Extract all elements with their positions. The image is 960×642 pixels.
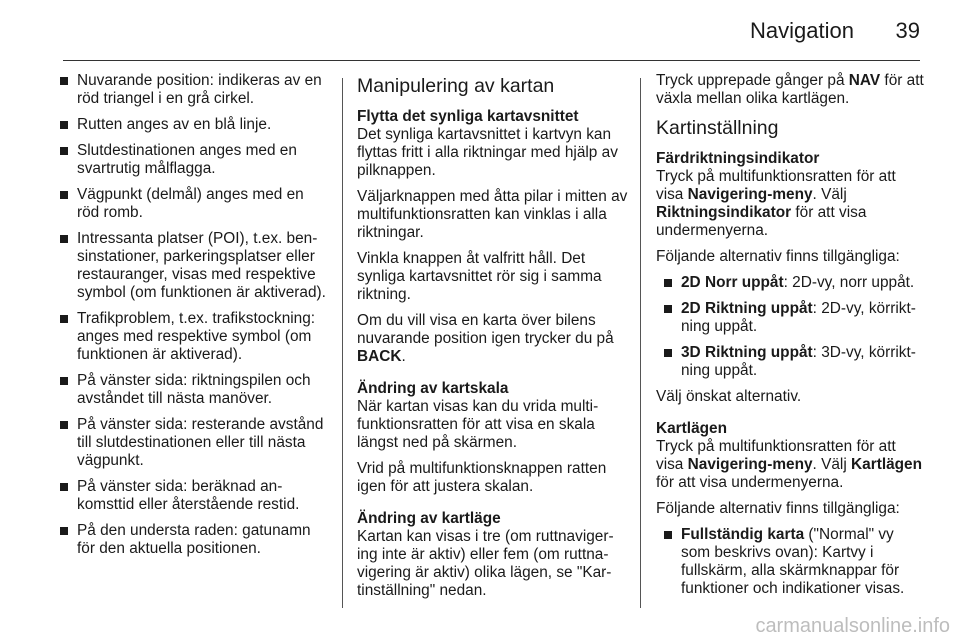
bullet-square-icon — [60, 147, 68, 155]
paragraph: Tryck på multifunktionsratten för att visa Navigering-meny. Välj Kartlägen för att visa undermenyerna. — [656, 438, 923, 491]
bullet-item: På vänster sida: resterande avstånd till slutdestinationen eller till nästa vägpunkt. — [60, 416, 330, 470]
option-item: Fullständig karta ("Normal" vy som beskrivs ovan): Kartvy i fullskärm, alla skärmknappar för funktioner och indikationer visas. — [664, 526, 926, 598]
page-number: 39 — [895, 18, 920, 43]
paragraph: Vinkla knappen åt valfritt håll. Det synliga kartavsnittet rör sig i samma riktning. — [357, 250, 602, 303]
paragraph: Tryck upprepade gånger på NAV för att växla mellan olika kartlägen. — [656, 72, 924, 107]
bullet-square-icon — [664, 305, 672, 313]
menu-name: Navigering-meny — [687, 456, 813, 473]
header-rule — [63, 60, 920, 61]
bullet-square-icon — [664, 279, 672, 287]
paragraph: Om du vill visa en karta över bilens nuvarande position igen trycker du på BACK. — [357, 312, 614, 365]
column-divider-2 — [640, 78, 641, 608]
option-item: 3D Riktning uppåt: 3D-vy, körriktning uppåt. — [664, 344, 926, 380]
bullet-square-icon — [60, 77, 68, 85]
option-item: 2D Norr uppåt: 2D-vy, norr uppåt. — [664, 274, 926, 292]
column-2 — [357, 72, 629, 608]
bullet-square-icon — [60, 191, 68, 199]
option-item: 2D Riktning uppåt: 2D-vy, körriktning uppåt. — [664, 300, 926, 336]
watermark: carmanualsonline.info — [755, 615, 950, 637]
subsection-title: Flytta det synliga kartavsnittet — [357, 108, 579, 125]
subsection-title: Kartlägen — [656, 420, 727, 437]
menu-name: Kartlägen — [851, 456, 923, 473]
bullet-square-icon — [60, 121, 68, 129]
subsection-title: Ändring av kartskala — [357, 380, 509, 397]
bullet-item: Intressanta platser (POI), t.ex. bensinstationer, parkeringsplatser eller restauranger, visas med respektive symbol (om funktionen är aktiverad). — [60, 230, 330, 302]
subsection-title: Färdriktningsindikator — [656, 150, 820, 167]
bullet-item: Rutten anges av en blå linje. — [60, 116, 330, 134]
bullet-item: På vänster sida: beräknad ankomsttid eller återstående restid. — [60, 478, 330, 514]
paragraph: Välj önskat alternativ. — [656, 388, 802, 405]
bullet-square-icon — [60, 421, 68, 429]
button-name: BACK — [357, 348, 402, 365]
bullet-item: På den understa raden: gatunamn för den aktuella positionen. — [60, 522, 330, 558]
section-heading: Kartinställning — [656, 117, 779, 139]
bullet-square-icon — [664, 349, 672, 357]
bullet-item: Slutdestinationen anges med en svartrutig målflagga. — [60, 142, 330, 178]
paragraph: Följande alternativ finns tillgängliga: — [656, 500, 900, 517]
paragraph: Följande alternativ finns tillgängliga: — [656, 248, 900, 265]
bullet-item: På vänster sida: riktningspilen och avståndet till nästa manöver. — [60, 372, 330, 408]
bullet-square-icon — [60, 377, 68, 385]
paragraph: Kartan kan visas i tre (om ruttnavigering inte är aktiv) eller fem (om ruttnavigering är aktiv) olika lägen, se "Kartinställning" nedan. — [357, 528, 614, 599]
bullet-item: Trafikproblem, t.ex. trafikstockning: anges med respektive symbol (om funktionen är aktiverad). — [60, 310, 330, 364]
menu-name: Riktningsindikator — [656, 204, 792, 221]
running-title: Navigation — [750, 18, 854, 43]
menu-name: Navigering-meny — [687, 186, 813, 203]
paragraph: När kartan visas kan du vrida multifunktionsratten för att visa en skala längst ned på skärmen. — [357, 398, 599, 451]
column-3 — [656, 72, 926, 606]
section-heading: Manipulering av kartan — [357, 75, 555, 97]
bullet-item: Vägpunkt (delmål) anges med en röd romb. — [60, 186, 330, 222]
bullet-square-icon — [60, 483, 68, 491]
bullet-item: Nuvarande position: indikeras av en röd triangel i en grå cirkel. — [60, 72, 330, 108]
bullet-square-icon — [664, 531, 672, 539]
bullet-square-icon — [60, 235, 68, 243]
paragraph: Vrid på multifunktionsknappen ratten igen för att justera skalan. — [357, 460, 607, 495]
paragraph: Tryck på multifunktionsratten för att visa Navigering-meny. Välj Riktningsindikator för att visa undermenyerna. — [656, 168, 896, 239]
subsection-title: Ändring av kartläge — [357, 510, 501, 527]
paragraph: Det synliga kartavsnittet i kartvyn kan flyttas fritt i alla riktningar med hjälp av pilknappen. — [357, 126, 618, 179]
bullet-square-icon — [60, 527, 68, 535]
column-1 — [60, 72, 330, 566]
column-divider-1 — [342, 78, 343, 608]
paragraph: Väljarknappen med åtta pilar i mitten av multifunktionsratten kan vinklas i alla riktningar. — [357, 188, 628, 241]
bullet-square-icon — [60, 315, 68, 323]
button-name: NAV — [848, 72, 881, 89]
